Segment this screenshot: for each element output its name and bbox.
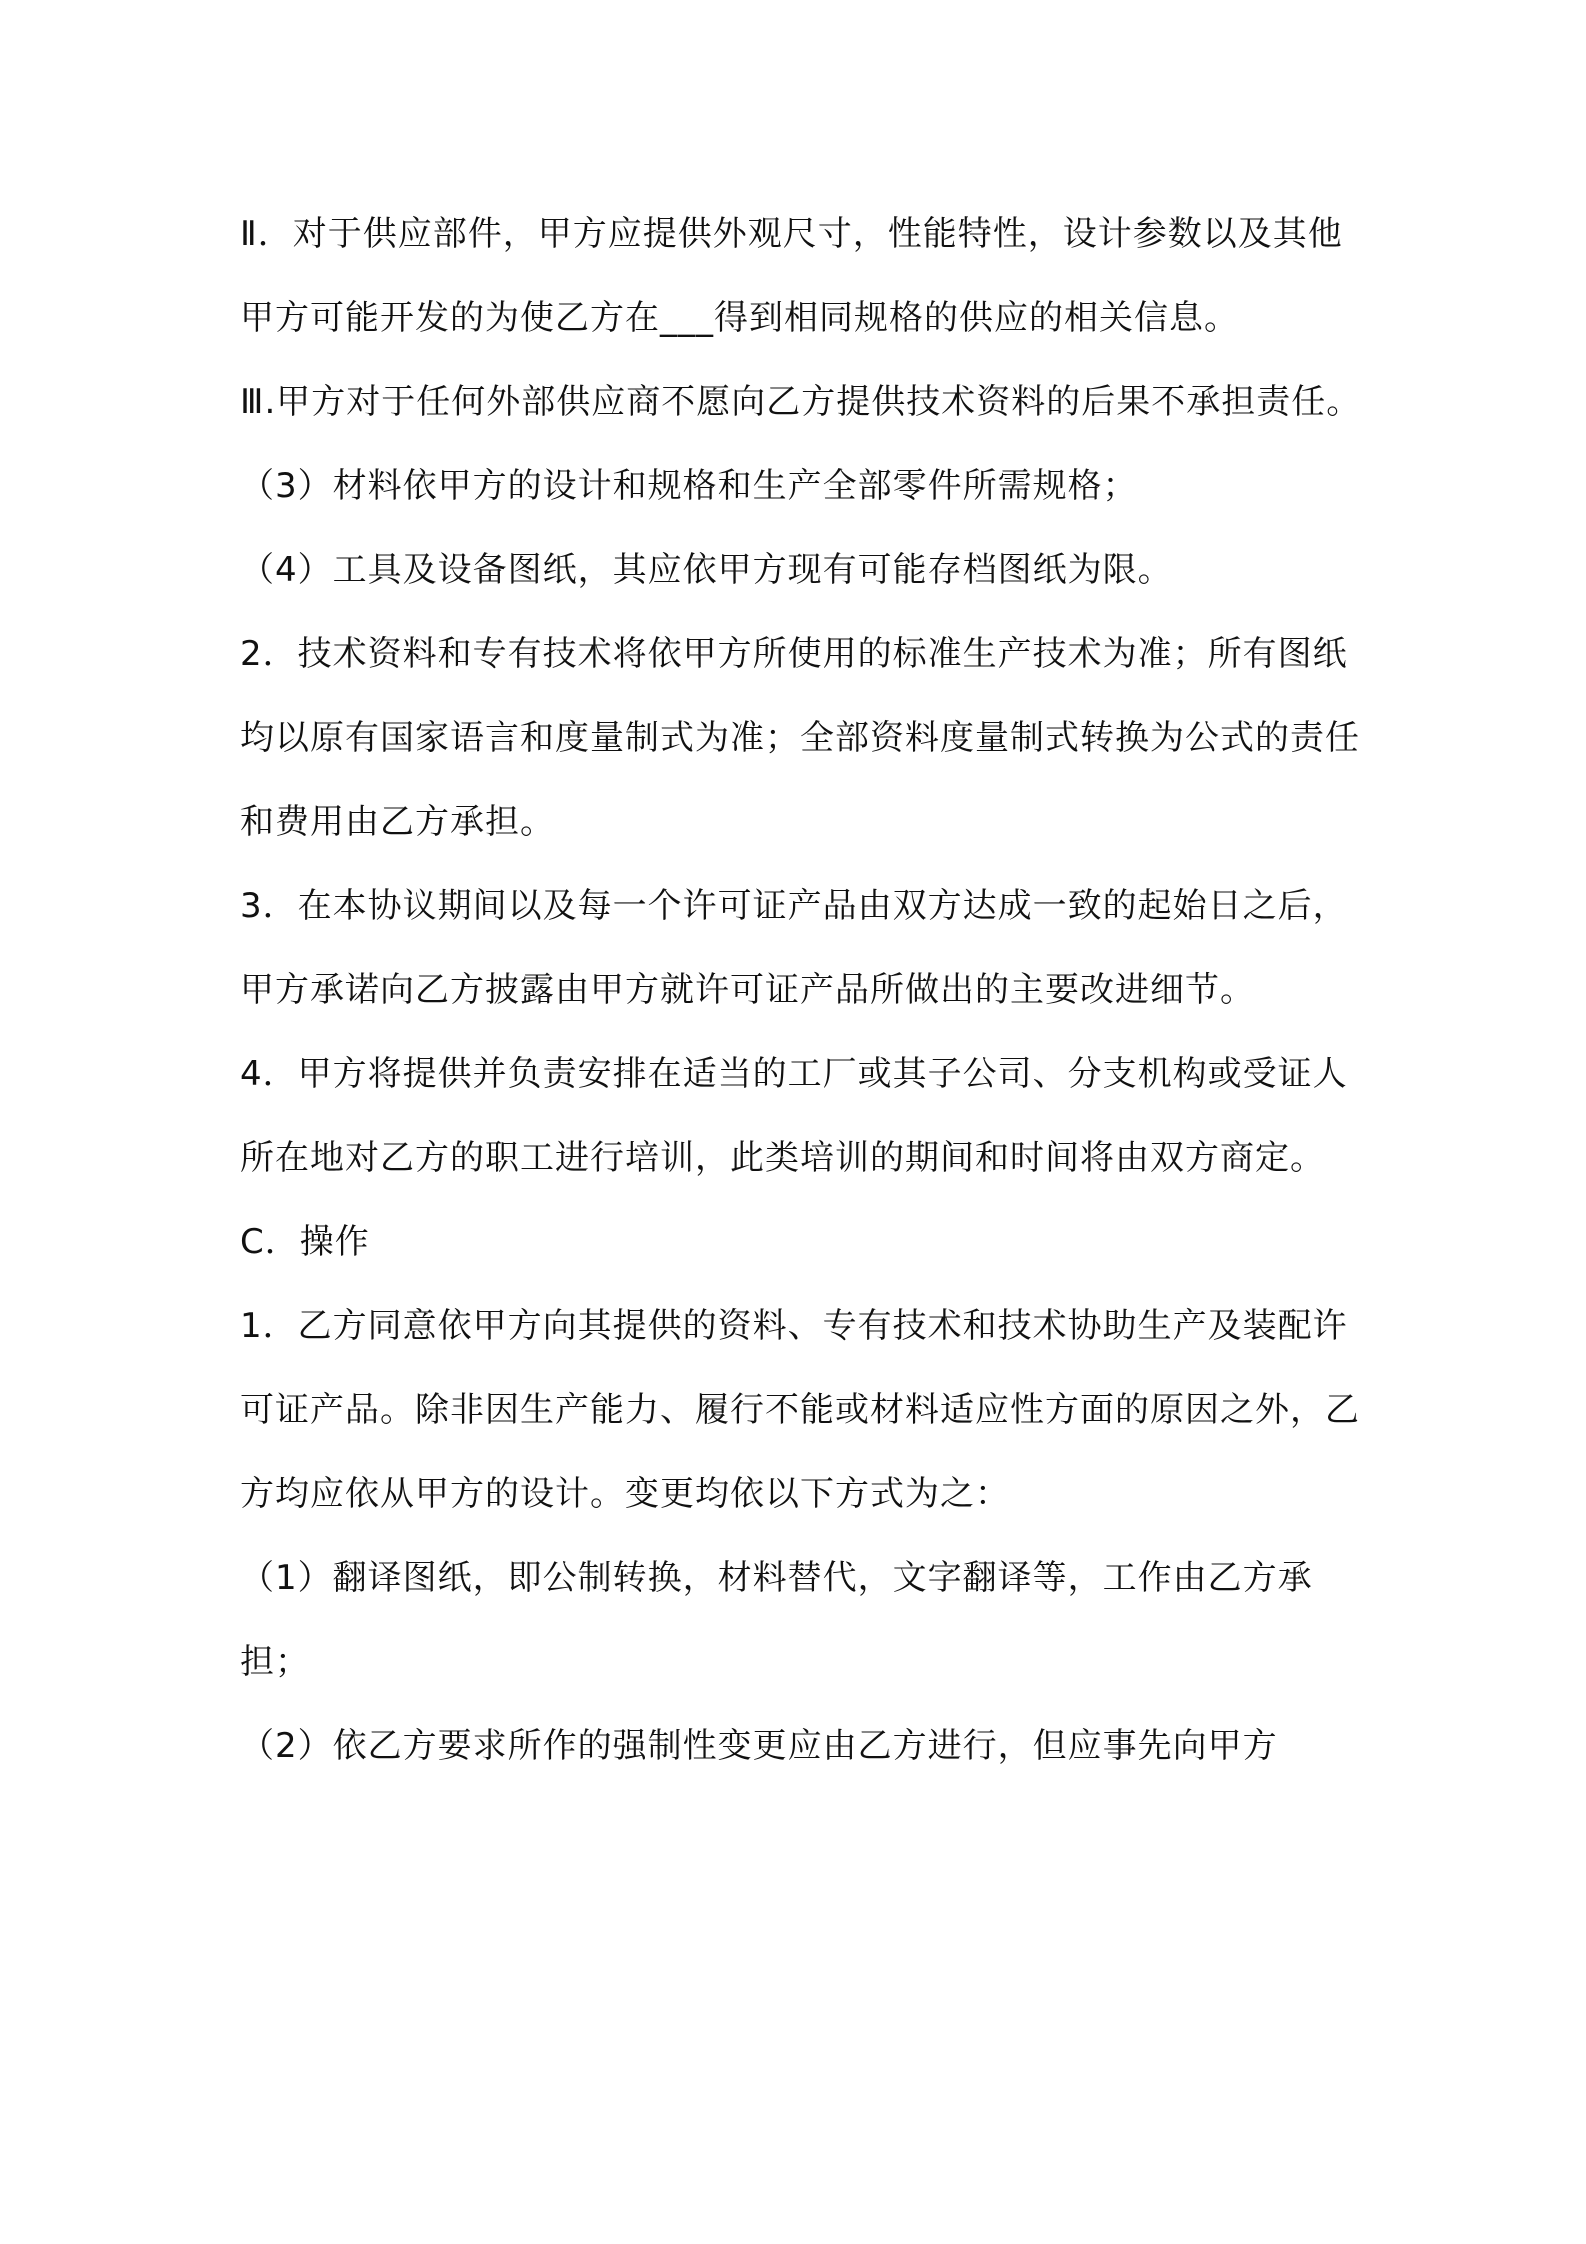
paragraph-translation: （1）翻译图纸，即公制转换，材料替代，文字翻译等，工作由乙方承担； <box>240 1558 1313 1682</box>
document-body <box>240 192 1370 1788</box>
paragraph-technical-data: 2．技术资料和专有技术将依甲方所使用的标准生产技术为准；所有图纸均以原有国家语言和度量制式为准；全部资料度量制式转换为公式的责任和费用由乙方承担。 <box>240 634 1360 842</box>
paragraph-supply-parts: Ⅱ．对于供应部件，甲方应提供外观尺寸，性能特性，设计参数以及其他甲方可能开发的为使乙方在___得到相同规格的供应的相关信息。 <box>240 214 1343 338</box>
paragraph-production-agreement: 1．乙方同意依甲方向其提供的资料、专有技术和技术协助生产及装配许可证产品。除非因生产能力、履行不能或材料适应性方面的原因之外，乙方均应依从甲方的设计。变更均依以下方式为之： <box>240 1306 1360 1514</box>
paragraph-tool-drawings: （4）工具及设备图纸，其应依甲方现有可能存档图纸为限。 <box>240 550 1173 590</box>
paragraph-mandatory-changes: （2）依乙方要求所作的强制性变更应由乙方进行，但应事先向甲方 <box>240 1726 1278 1766</box>
paragraph-materials: （3）材料依甲方的设计和规格和生产全部零件所需规格； <box>240 466 1138 506</box>
paragraph-improvements: 3．在本协议期间以及每一个许可证产品由双方达成一致的起始日之后，甲方承诺向乙方披露由甲方就许可证产品所做出的主要改进细节。 <box>240 886 1348 1010</box>
section-heading-operation: C．操作 <box>240 1222 370 1262</box>
paragraph-training: 4．甲方将提供并负责安排在适当的工厂或其子公司、分支机构或受证人所在地对乙方的职工进行培训，此类培训的期间和时间将由双方商定。 <box>240 1054 1348 1178</box>
paragraph-external-supplier: Ⅲ.甲方对于任何外部供应商不愿向乙方提供技术资料的后果不承担责任。 <box>240 382 1362 422</box>
